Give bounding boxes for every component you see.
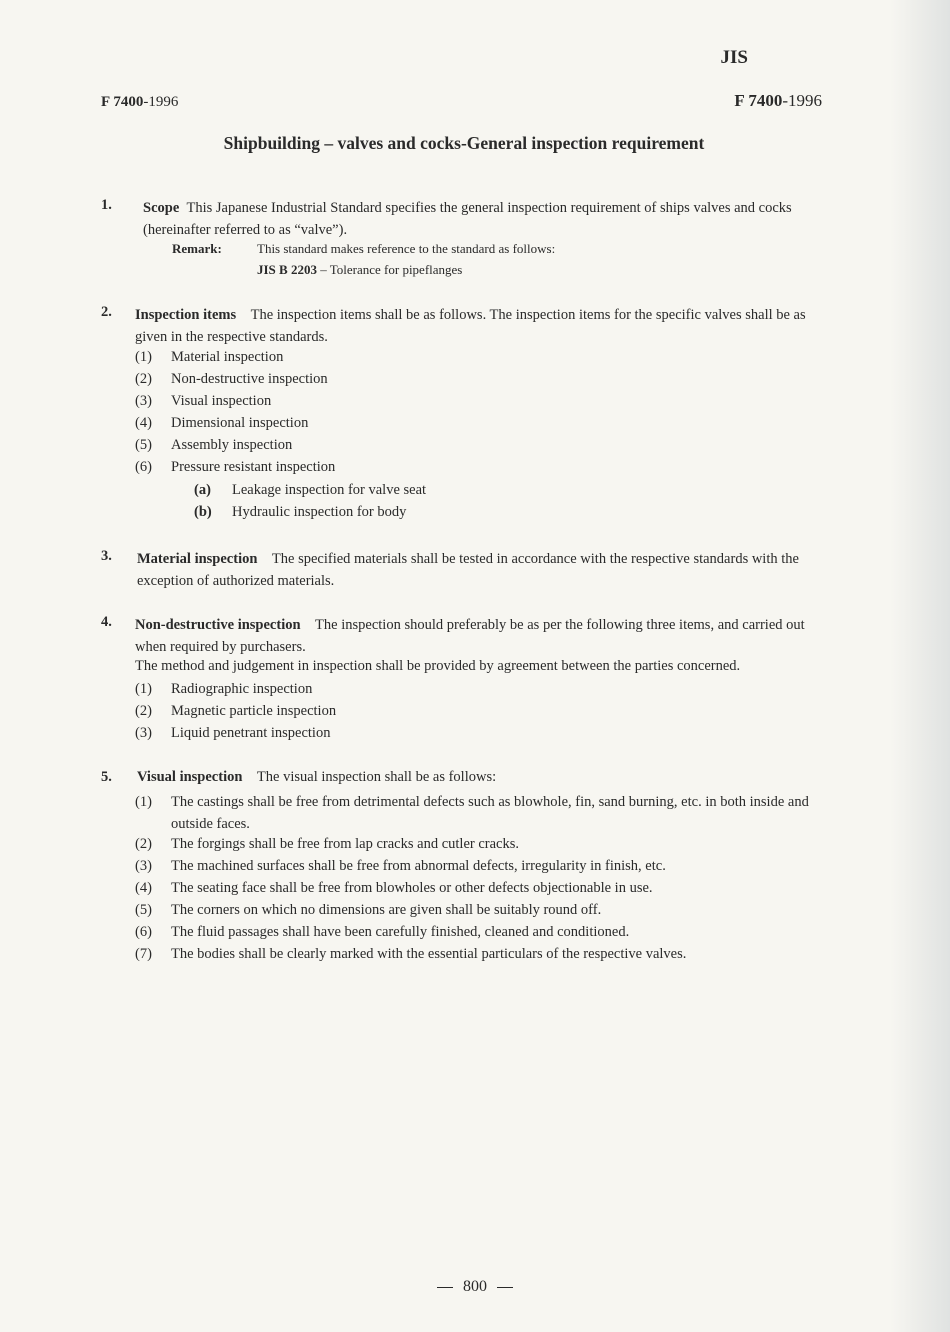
section-heading: Inspection items	[135, 307, 237, 323]
reference-text: – Tolerance for pipeflanges	[320, 262, 463, 277]
dash-left	[437, 1287, 453, 1288]
standard-code-left: F 7400-1996	[101, 94, 179, 110]
list-item: (2) Magnetic particle inspection	[135, 703, 337, 719]
section-heading: Visual inspection	[137, 769, 243, 785]
list-item: (4) Dimensional inspection	[135, 415, 309, 431]
sub-list-item: (b) Hydraulic inspection for body	[194, 504, 407, 520]
list-item: (3) The machined surfaces shall be free from abnormal defects, irregularity in finish, etc.	[135, 858, 666, 874]
list-item: (1) Radiographic inspection	[135, 681, 313, 697]
section-text: The specified materials shall be tested in accordance with the respective standards with the exception of authorized materials.	[137, 551, 799, 589]
list-item: (3) Visual inspection	[135, 393, 272, 409]
list-item: (2) The forgings shall be free from lap cracks and cutler cracks.	[135, 836, 519, 852]
list-item: (6) The fluid passages shall have been carefully finished, cleaned and conditioned.	[135, 924, 630, 940]
list-item: (6) Pressure resistant inspection	[135, 459, 336, 475]
remark-text: This standard makes reference to the standard as follows:	[257, 241, 556, 256]
list-item: (5) Assembly inspection	[135, 437, 293, 453]
remark	[172, 241, 555, 257]
page-edge-shadow	[890, 0, 950, 1332]
section-text: The inspection items shall be as follows. The inspection items for the specific valves shall be as given in the respective standards.	[135, 307, 806, 345]
section-text: The inspection should preferably be as per the following three items, and carried out when required by purchasers.	[135, 617, 805, 655]
section-number: 5.	[101, 769, 112, 785]
section-number: 3.	[101, 548, 112, 564]
list-item: (2) Non-destructive inspection	[135, 371, 328, 387]
section-text: The method and judgement in inspection shall be provided by agreement between the parties concerned.	[135, 658, 741, 674]
section-text: This Japanese Industrial Standard specifies the general inspection requirement of ships valves and cocks (hereinafter referred to as “valve”).	[143, 200, 792, 238]
section-heading: Non-destructive inspection	[135, 617, 301, 633]
list-item: (5) The corners on which no dimensions are given shall be suitably round off.	[135, 902, 602, 918]
section-inspection-items	[135, 304, 833, 348]
standard-code-right: F 7400-1996	[734, 91, 822, 110]
section-text: The visual inspection shall be as follows:	[256, 769, 497, 785]
page-number: 800	[0, 1278, 950, 1296]
section-scope	[143, 197, 833, 241]
list-item: (7) The bodies shall be clearly marked with the essential particulars of the respective valves.	[135, 946, 687, 962]
section-material-inspection	[137, 548, 833, 592]
section-number: 4.	[101, 614, 112, 630]
page-title: Shipbuilding – valves and cocks-General inspection requirement	[223, 133, 705, 153]
reference-code: JIS B 2203	[257, 262, 317, 277]
section-number: 2.	[101, 304, 112, 320]
section-non-destructive	[135, 614, 833, 658]
list-item: (4) The seating face shall be free from blowholes or other defects objectionable in use.	[135, 880, 653, 896]
section-visual-inspection	[137, 769, 496, 786]
reference	[257, 262, 462, 278]
dash-right	[497, 1287, 513, 1288]
section-number: 1.	[101, 197, 112, 213]
section-heading: Scope	[143, 200, 180, 216]
sub-list-item: (a) Leakage inspection for valve seat	[194, 482, 427, 498]
section-heading: Material inspection	[137, 551, 258, 567]
list-item: (1) The castings shall be free from detrimental defects such as blowhole, fin, sand burning, etc. in both inside and outside faces.	[135, 794, 809, 832]
jis-mark: JIS	[720, 47, 748, 68]
list-item: (3) Liquid penetrant inspection	[135, 725, 331, 741]
list-item: (1) Material inspection	[135, 349, 284, 365]
remark-label: Remark:	[172, 241, 222, 256]
